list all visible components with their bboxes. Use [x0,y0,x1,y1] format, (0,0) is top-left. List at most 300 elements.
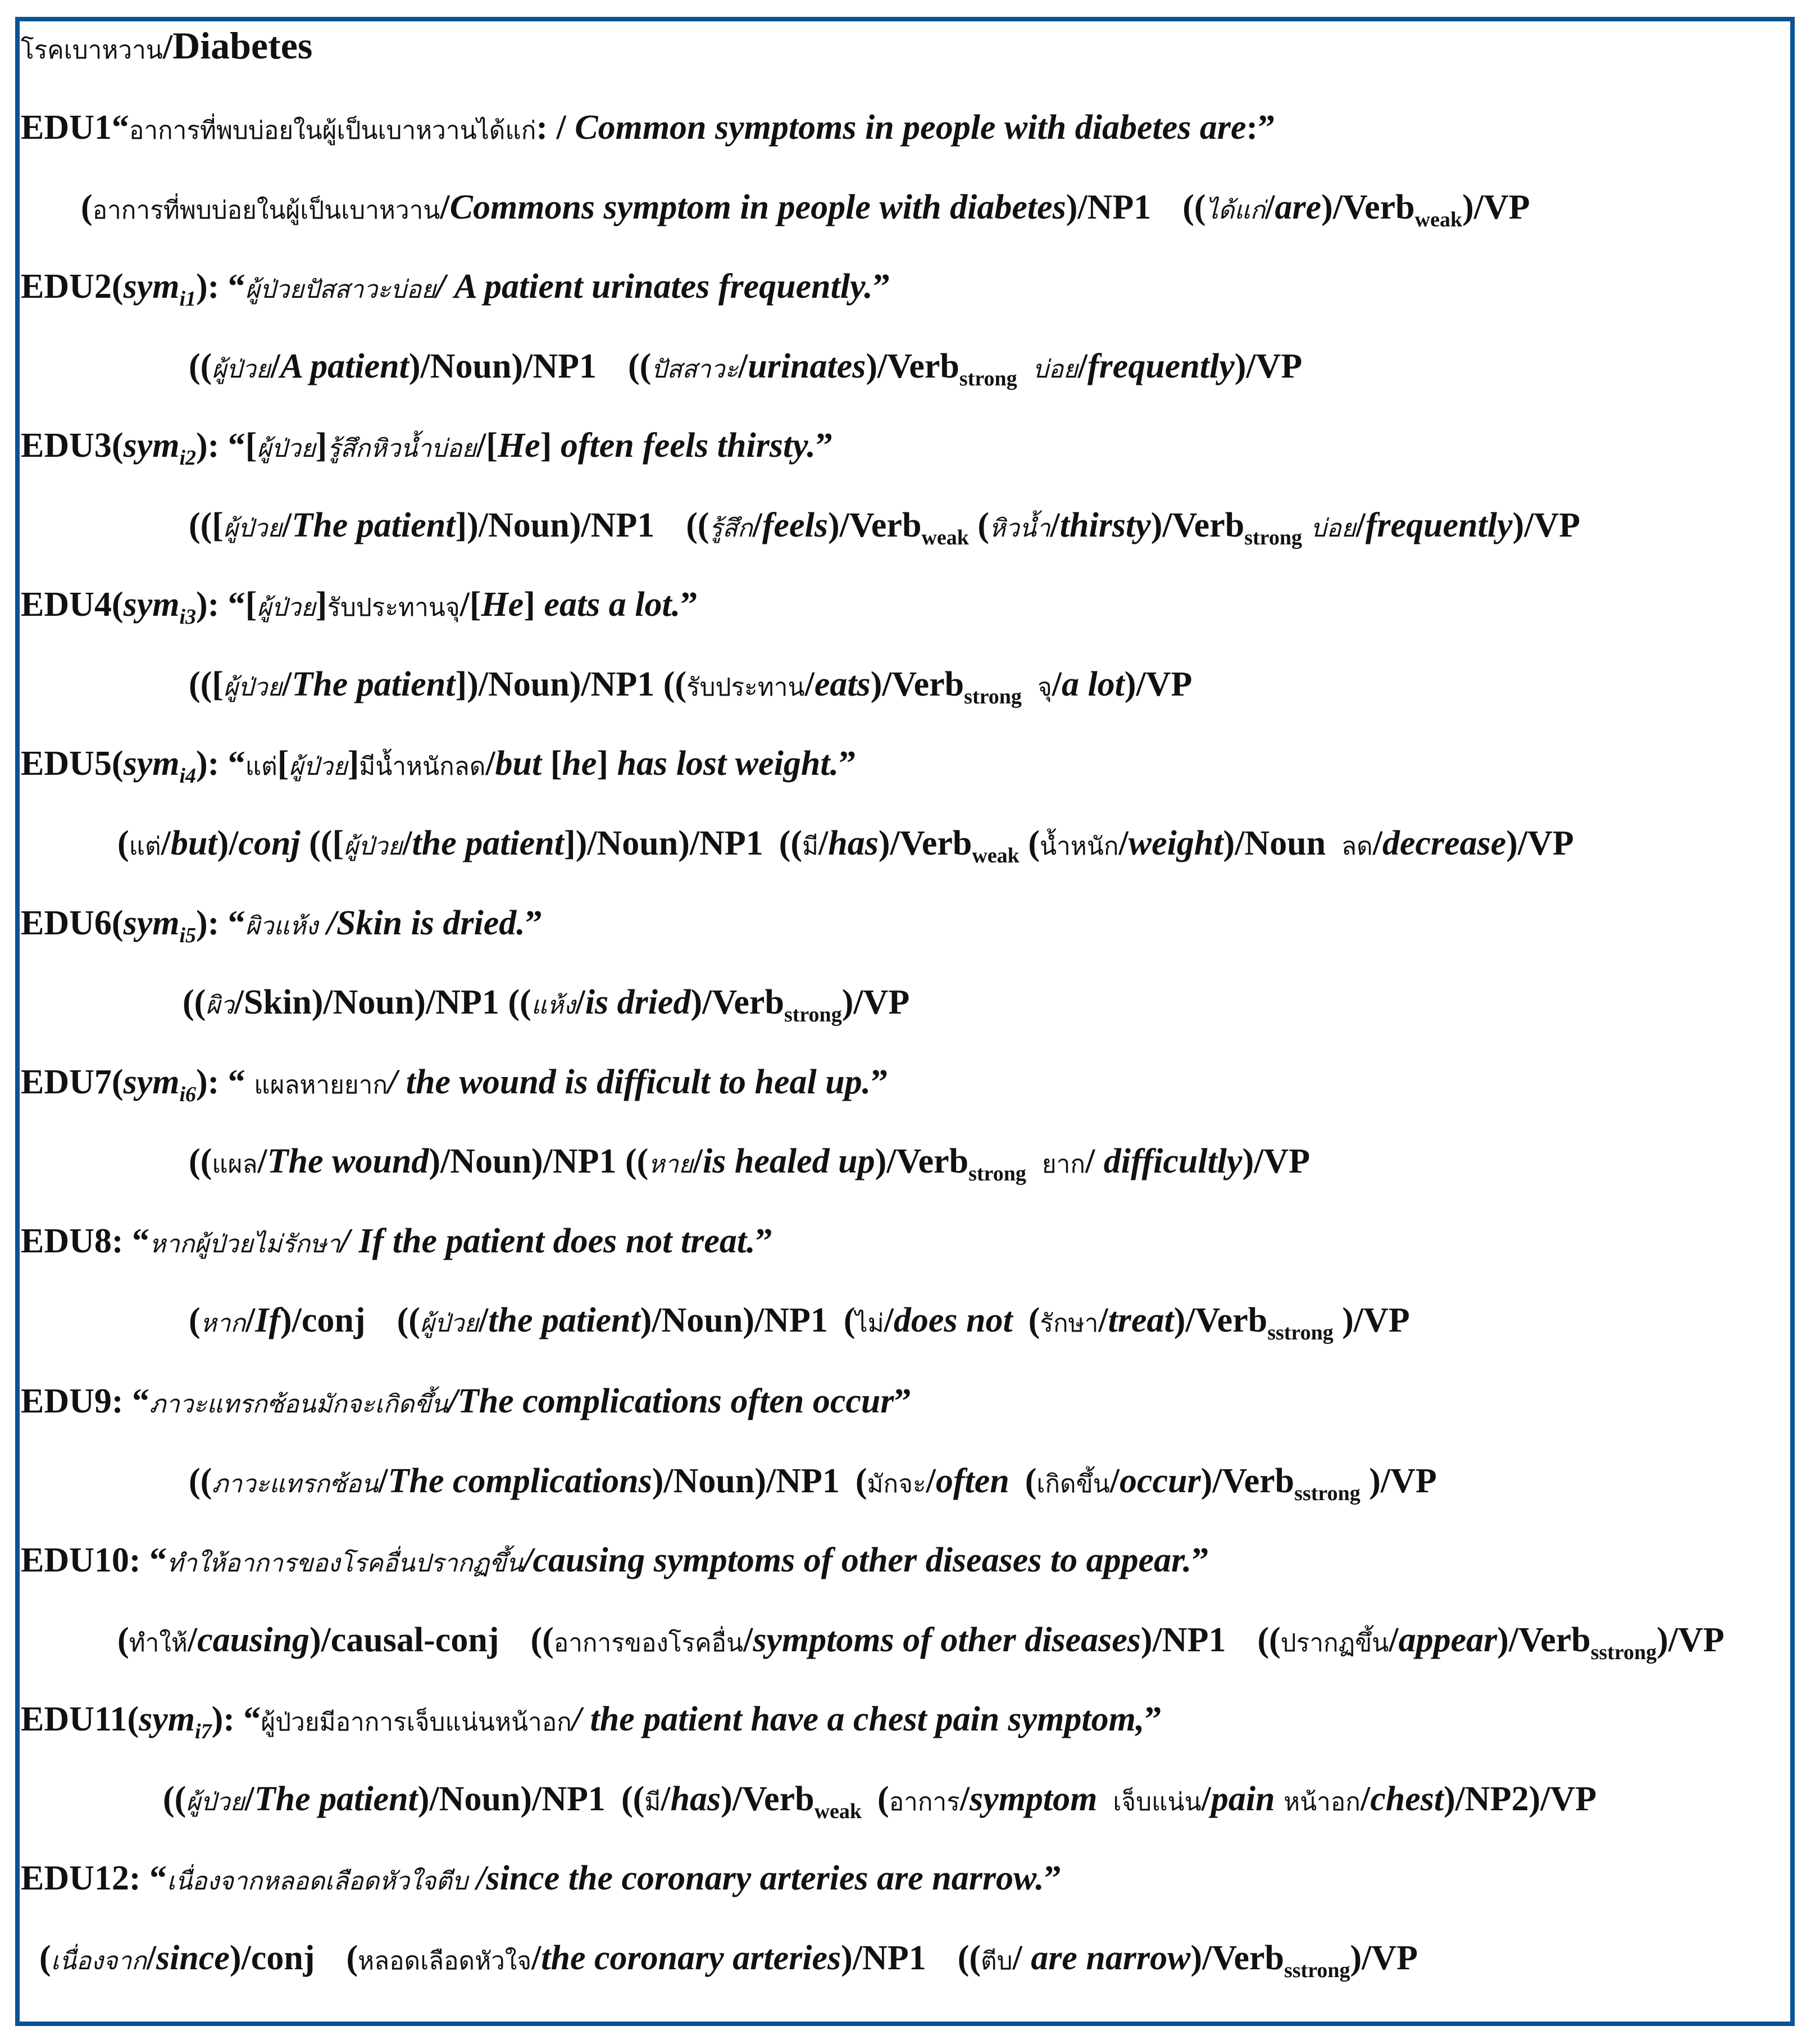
text-segment: EDU8: [21,1222,133,1260]
subscript-text: sstrong [1294,1482,1360,1505]
subscript-text: weak [814,1800,862,1823]
text-segment: ผู้ป่วย [257,594,316,621]
text-segment: ( [346,1939,358,1977]
text-segment: frequently [1087,347,1235,385]
text-segment: / [1355,506,1366,544]
text-segment: ผิวแห้ง [245,912,318,940]
text-segment: : / [536,108,575,147]
text-segment: / [693,1142,703,1180]
text-segment: pain [1211,1780,1275,1818]
text-segment: เนื่องจาก [51,1947,147,1975]
text-segment: (( [627,347,652,385]
text-segment: )/VP [1657,1621,1724,1659]
text-segment: treat [1108,1301,1174,1339]
text-segment: )/ [217,824,239,862]
text-segment: (([ [309,824,344,862]
text-segment: (( [189,347,212,385]
text-segment: has [828,824,879,862]
text-segment: / [402,824,412,862]
text-segment: has lost weight. [617,744,839,783]
text-segment: หน้าอก [1284,1788,1360,1816]
subscript-text: sstrong [1590,1641,1657,1664]
text-segment: ( [843,1301,856,1339]
edu11-sentence [21,1700,1162,1742]
text-segment: urinates [748,347,866,385]
text-segment: eats [814,665,871,703]
text-segment: )/VP [1360,1462,1437,1500]
text-segment: / [318,904,336,942]
edu10-analysis [117,1620,1724,1663]
text-segment: EDU7( [21,1063,124,1101]
text-segment: )/Verb [866,347,959,385]
text-segment: ทำให้ [129,1629,188,1657]
text-segment: บ่อย [1032,356,1078,383]
text-segment: / [1201,1780,1211,1818]
text-segment: )/VP [1234,347,1303,385]
text-segment: ] [315,585,327,624]
text-segment: “[ [227,426,257,465]
text-segment: / [1012,1939,1031,1977]
text-segment: “[ [227,585,257,624]
text-segment: / [440,188,450,226]
text-segment: the coronary arteries [541,1939,841,1977]
text-segment: ( [117,1621,129,1659]
text-segment: อาการของโรคอื่น [553,1629,744,1657]
text-segment: A patient urinates frequently. [454,267,873,306]
text-segment: )/Verb [1190,1939,1284,1977]
text-segment: If [255,1301,281,1339]
text-segment: The wound [267,1142,429,1180]
text-segment: decrease [1382,824,1507,862]
text-segment: )/Noun)/NP1 [408,347,597,385]
text-segment: (( [621,1780,645,1818]
text-segment: )/VP [1462,188,1530,226]
text-segment: )/Verb [1150,506,1245,544]
text-segment: is dried [585,983,691,1021]
text-segment: Commons symptom in people with diabetes [449,188,1066,226]
document-title [21,26,312,70]
text-segment: (( [1257,1621,1281,1659]
text-segment: ภาวะแทรกซ้อนมักจะเกิดขึ้น [149,1391,448,1418]
text-segment: ])/Noun)/NP1 [455,665,655,703]
text-segment: หิวน้ำ [989,515,1050,542]
text-segment: / [257,1142,267,1180]
text-segment: ): [211,1700,244,1738]
text-segment: )/VP [1124,665,1193,703]
text-segment: ): [196,744,228,783]
text-segment: / [282,665,292,703]
text-segment: / [661,1780,671,1818]
text-segment: ผู้ป่วย [223,515,283,542]
text-segment: ผู้ป่วย [257,435,316,462]
edu-label: EDU1 [21,108,112,147]
text-segment: / [743,1621,753,1659]
text-segment: / [435,267,454,306]
subscript-text: sstrong [1284,1959,1350,1982]
text-segment: / [282,506,292,544]
title-english: Diabetes [172,24,313,67]
text-segment: the wound is difficult to heal up. [406,1063,871,1101]
text-segment: )/Verb [1200,1462,1295,1500]
text-segment: [ [277,744,289,783]
text-segment: / [388,1063,406,1101]
edu6-analysis [183,983,909,1025]
text-segment: / [161,824,171,862]
text-segment: are narrow [1031,1939,1191,1977]
text-segment: ผู้ป่วย [289,753,348,780]
text-segment: / [1098,1301,1108,1339]
text-segment: / [1050,506,1060,544]
text-segment: ( [877,1780,889,1818]
text-segment: ])/Noun)/NP1 [455,506,655,544]
subscript-text: sstrong [1267,1321,1334,1345]
text-segment: ภาวะแทรกซ้อน [212,1470,379,1498]
text-segment: รับประทานจุ [327,594,460,621]
text-segment: (( [189,1462,212,1500]
text-segment: EDU5( [21,744,124,783]
text-segment: รักษา [1040,1310,1099,1337]
text-segment: A patient [280,347,409,385]
text-segment: ( [39,1939,51,1977]
text-segment: / [187,1621,198,1659]
text-segment: )/Verb [875,1142,969,1180]
text-segment [1020,824,1029,862]
text-segment: ผิว [206,992,234,1019]
text-segment: / [1052,665,1062,703]
text-segment: causing symptoms of other diseases to appear. [533,1541,1192,1579]
text-segment: / [485,744,495,783]
text-segment: (( [625,1142,649,1180]
text-segment: / [818,824,829,862]
text-segment: ปัสสาวะ [651,356,738,383]
title-thai: โรคเบาหวาน [21,37,163,64]
text-segment: )/Noun)/NP1 [417,1780,606,1818]
text-segment: )/NP1 [1066,188,1152,226]
text-segment: “ [227,904,245,942]
text-segment: [ [550,744,562,783]
text-segment: “ [111,108,129,147]
text-segment: )/Noun)/NP1 [640,1301,828,1339]
text-segment: EDU10: [21,1541,150,1579]
text-segment: )/causal-conj [309,1621,499,1659]
text-segment: ] [315,426,327,465]
subscript-text: i1 [179,287,196,311]
subscript-text: i5 [179,924,196,947]
text-segment: / [884,1301,894,1339]
text-segment: the patient [488,1301,640,1339]
text-segment: are [1275,188,1322,226]
text-segment: )/Noun)/NP1 [652,1462,840,1500]
text-segment: ” [894,1382,912,1420]
edu4-analysis [189,665,1192,707]
text-segment: since the coronary arteries are narrow. [486,1859,1044,1897]
edu1-sentence [21,108,1275,151]
text-segment: บ่อย [1311,515,1356,542]
text-segment: but [170,824,217,862]
subscript-text: strong [968,1162,1026,1185]
text-segment: ตีบ [981,1947,1013,1975]
text-segment: เกิดขึ้น [1036,1470,1110,1498]
subscript-text: weak [921,526,969,549]
text-segment [1275,1780,1284,1818]
text-segment: “ [227,744,245,783]
text-segment: sym [123,585,180,624]
subscript-text: i4 [179,764,196,788]
edu12-analysis [39,1938,1418,1981]
text-segment: appear [1398,1621,1498,1659]
text-segment: )/VP [1506,824,1574,862]
text-segment: ผู้ป่วยปัสสาวะบ่อย [245,276,436,303]
text-segment: (( [530,1621,554,1659]
text-segment: ])/Noun)/NP1 [563,824,763,862]
text-segment: ): [196,904,228,942]
text-segment: :” [1246,108,1276,147]
text-segment: Common symptoms in people with diabetes are [575,108,1246,147]
text-segment: thirsty [1059,506,1151,544]
edu5-sentence [21,744,856,787]
text-segment: / [1085,1142,1104,1180]
subscript-text: strong [784,1003,842,1026]
text-segment: )/NP1 [1140,1621,1226,1659]
text-segment: / [1109,1462,1120,1500]
text-segment: ( [855,1462,867,1500]
text-segment [1302,506,1311,544]
text-segment: )/VP [1242,1142,1311,1180]
text-segment: / [571,1700,590,1738]
text-segment: / [752,506,762,544]
text-segment: )/Verb [870,665,964,703]
text-segment: ผู้ป่วย [344,833,403,860]
text-segment: มักจะ [867,1470,926,1498]
text-segment: “ [132,1222,150,1260]
edu3-analysis [189,506,1580,548]
text-segment: ( [1028,1301,1040,1339]
text-segment: (([ [189,665,224,703]
text-segment: ทำให้อาการของโรคอื่นปรากฏขึ้น [167,1550,524,1577]
text-segment: a lot [1061,665,1125,703]
text-segment: / [1389,1621,1399,1659]
text-segment: ปรากฏขึ้น [1280,1629,1389,1657]
text-segment: feels [762,506,828,544]
text-segment: เนื่องจากหลอดเลือดหัวใจตีบ [167,1868,468,1895]
text-segment: EDU4( [21,585,124,624]
text-segment: )/conj [280,1301,366,1339]
edu11-analysis [163,1779,1596,1822]
text-segment: “ [149,1541,167,1579]
text-segment: ยาก [1041,1151,1085,1178]
text-segment: ” [839,744,857,783]
text-segment: frequently [1365,506,1513,544]
text-segment: / [1372,824,1382,862]
text-segment: sym [123,267,180,306]
text-segment: (( [686,506,709,544]
text-segment: He [497,426,540,465]
text-segment: the patient have a chest pain symptom, [590,1700,1145,1738]
subscript-text: weak [972,844,1020,867]
text-segment: chest [1370,1780,1444,1818]
text-segment: ” [1044,1859,1062,1897]
text-segment: has [670,1780,721,1818]
text-segment: ] [524,585,544,624]
text-segment: มี [644,1788,661,1816]
text-segment: sym [123,426,180,465]
edu2-sentence [21,267,890,310]
text-segment: ): [196,267,228,306]
text-segment: the patient [412,824,564,862]
edu8-sentence [21,1221,773,1264]
text-segment: / [523,1541,533,1579]
text-segment: (( [183,983,206,1021]
text-segment: EDU9: [21,1382,133,1420]
text-segment: แห้ง [531,992,576,1019]
text-segment: EDU11( [21,1700,139,1738]
text-segment: ( [977,506,990,544]
subscript-text: i7 [195,1720,212,1743]
text-segment: EDU2( [21,267,124,306]
text-segment: )/Noun [1223,824,1326,862]
edu12-sentence [21,1859,1062,1901]
text-segment: มี [802,833,819,860]
text-segment: / [738,347,748,385]
text-segment: weight [1128,824,1223,862]
text-segment: หากผู้ป่วยไม่รักษา [149,1230,340,1258]
text-segment [301,824,310,862]
text-segment: (( [957,1939,981,1977]
text-segment: จุ [1037,674,1052,701]
text-segment: symptom [970,1780,1098,1818]
text-segment: causing [197,1621,310,1659]
text-segment: (( [508,983,531,1021]
text-segment: ): [196,1063,228,1101]
text-segment: อาการ [889,1788,960,1816]
text-segment: but [495,744,550,783]
text-segment: / [804,665,815,703]
text-segment: ” [871,1063,889,1101]
text-segment: / [1265,188,1275,226]
text-segment: ไม่ [855,1310,884,1337]
edu7-sentence [21,1062,888,1105]
text-segment: The patient [254,1780,418,1818]
text-segment: ( [117,824,129,862]
text-segment: )/VP [1333,1301,1410,1339]
text-segment: รับประทาน [686,674,805,701]
text-segment: / [340,1222,359,1260]
text-segment: ” [1191,1541,1209,1579]
text-segment: / [467,1859,486,1897]
text-segment: / [1360,1780,1371,1818]
text-segment: )/Verb [1173,1301,1268,1339]
text-segment: / [479,1301,489,1339]
edu5-analysis [117,824,1574,866]
text-segment: ได้แก่ [1205,197,1266,224]
text-segment: often [935,1462,1009,1500]
subscript-text: i6 [179,1083,196,1106]
text-segment: )/Verb [878,824,972,862]
text-segment: conj [238,824,301,862]
text-segment: แผล [212,1151,258,1178]
text-segment: ” [815,426,833,465]
text-segment: / [448,1382,458,1420]
subscript-text: i3 [179,605,196,629]
text-segment: since [156,1939,230,1977]
text-segment: ] [540,426,561,465]
text-segment: อาการที่พบบ่อยในผู้เป็นเบาหวาน [92,197,440,224]
text-segment: /[ [459,585,481,624]
edu3-sentence [21,426,833,469]
text-segment: / [1077,347,1088,385]
text-segment: does not [893,1301,1013,1339]
edu10-sentence [21,1541,1209,1583]
text-segment: )/Verb [827,506,922,544]
text-segment: มีน้ำหนักลด [359,753,486,780]
text-segment: / [244,1780,254,1818]
edu7-analysis [189,1142,1310,1184]
text-segment: หลอดเลือดหัวใจ [358,1947,532,1975]
text-segment: )/VP [1350,1939,1418,1977]
text-segment: / [146,1939,157,1977]
text-segment: (( [163,1780,186,1818]
text-segment: / [162,28,173,66]
text-segment: ( [1025,1462,1037,1500]
text-segment: /[ [476,426,498,465]
text-segment [499,983,508,1021]
text-segment: EDU3( [21,426,124,465]
text-segment: / [1118,824,1129,862]
text-segment: ] [347,744,360,783]
subscript-text: weak [1414,208,1463,231]
text-segment: The complications [388,1462,652,1500]
edu9-analysis [189,1461,1437,1504]
text-segment: often feels thirsty. [560,426,816,465]
text-segment: น้ำหนัก [1039,833,1119,860]
text-segment: )/Verb [690,983,784,1021]
text-segment: Skin is dried. [336,904,525,942]
edu1-analysis [81,188,1530,230]
text-segment: )/Verb [1497,1621,1591,1659]
text-segment: )/NP1 [841,1939,926,1977]
text-segment: หาย [648,1151,693,1178]
text-segment: he [562,744,597,783]
subscript-text: strong [964,685,1022,708]
text-segment: ): [196,585,228,624]
text-segment: ผู้ป่วย [186,1788,245,1816]
text-segment: ผู้ป่วย [212,356,271,383]
text-segment: symptoms of other diseases [753,1621,1141,1659]
text-segment: แผลหายยาก [254,1071,388,1099]
text-segment: / [270,347,280,385]
text-segment: difficultly [1103,1142,1243,1180]
text-segment: แต่ [129,833,161,860]
text-segment: ผู้ป่วยมีอาการเจ็บแน่นหน้าอก [261,1709,572,1736]
text-segment: )/NP2)/VP [1444,1780,1597,1818]
text-segment: sym [123,1063,180,1101]
text-segment: occur [1120,1462,1201,1500]
text-segment: )/Verb [721,1780,815,1818]
text-segment [654,665,663,703]
text-segment: sym [123,744,180,783]
text-segment: / [959,1780,970,1818]
text-segment [616,1142,625,1180]
text-segment: “ [227,267,245,306]
text-segment: (( [663,665,687,703]
text-segment: รู้สึกหิวน้ำบ่อย [327,435,477,462]
text-segment: ): [196,426,228,465]
text-segment: The patient [292,506,456,544]
text-segment: ผู้ป่วย [223,674,283,701]
text-segment: “ [149,1859,167,1897]
text-segment: )/Noun)/NP1 [429,1142,617,1180]
text-segment: / [245,1301,256,1339]
